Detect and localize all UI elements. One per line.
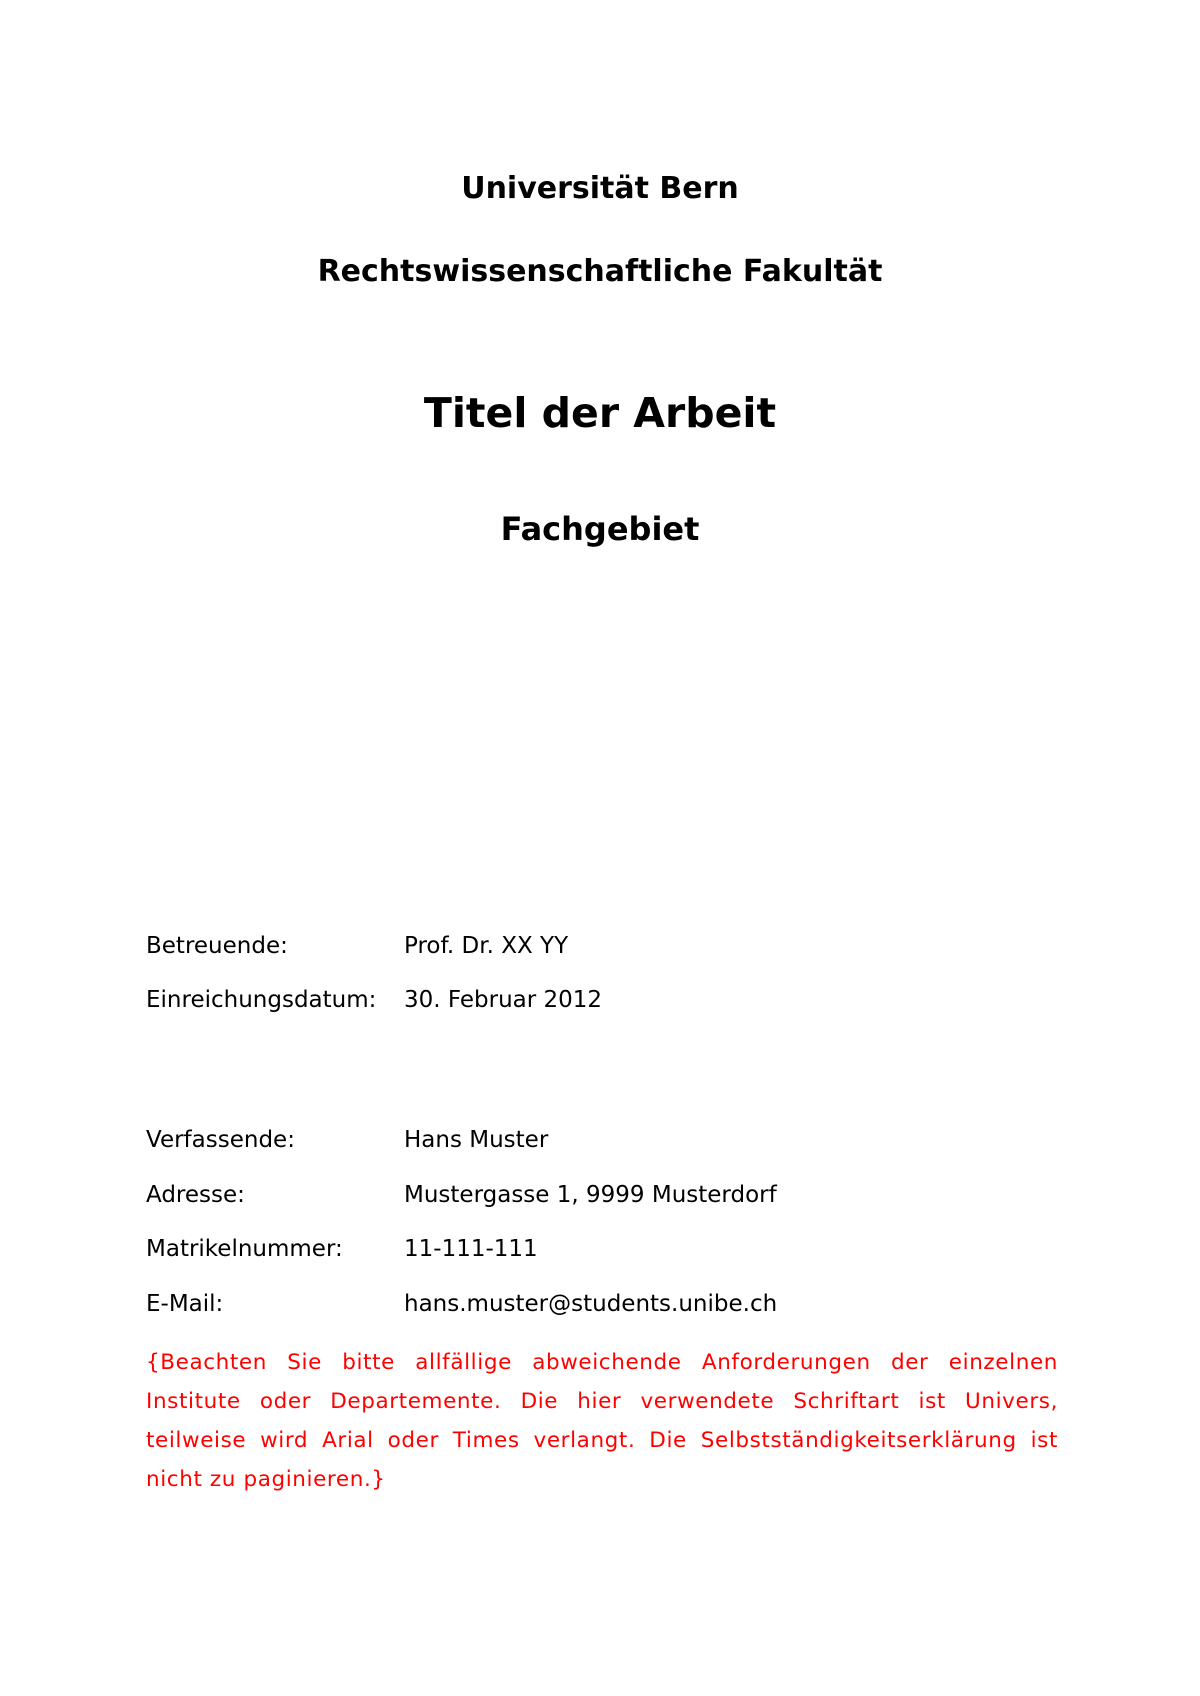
email-value: hans.muster@students.unibe.ch — [404, 1291, 778, 1317]
faculty-name: Rechtswissenschaftliche Fakultät — [317, 254, 883, 289]
einreichungsdatum-value: 30. Februar 2012 — [404, 987, 603, 1013]
adresse-value: Mustergasse 1, 9999 Musterdorf — [404, 1182, 777, 1208]
red-instruction-note: {Beachten Sie bitte allfällige abweichende Anforderungen der einzelnen Institute oder Departemente. Die hier verwendete Schriftart ist Univers, teilweise wird Arial oder Times verlangt. Die Selbstständigkeitserklärung ist nicht zu paginieren.} — [146, 1350, 1058, 1492]
betreuende-value: Prof. Dr. XX YY — [404, 933, 569, 959]
university-name: Universität Bern — [461, 171, 739, 206]
matrikelnummer-value: 11-111-111 — [404, 1236, 538, 1262]
email-label: E-Mail: — [146, 1291, 224, 1317]
thesis-field: Fachgebiet — [500, 510, 700, 548]
verfassende-label: Verfassende: — [146, 1127, 295, 1153]
einreichungsdatum-label: Einreichungsdatum: — [146, 987, 377, 1013]
matrikelnummer-label: Matrikelnummer: — [146, 1236, 343, 1262]
adresse-label: Adresse: — [146, 1182, 245, 1208]
thesis-title: Titel der Arbeit — [423, 389, 777, 437]
betreuende-label: Betreuende: — [146, 933, 288, 959]
verfassende-value: Hans Muster — [404, 1127, 549, 1153]
